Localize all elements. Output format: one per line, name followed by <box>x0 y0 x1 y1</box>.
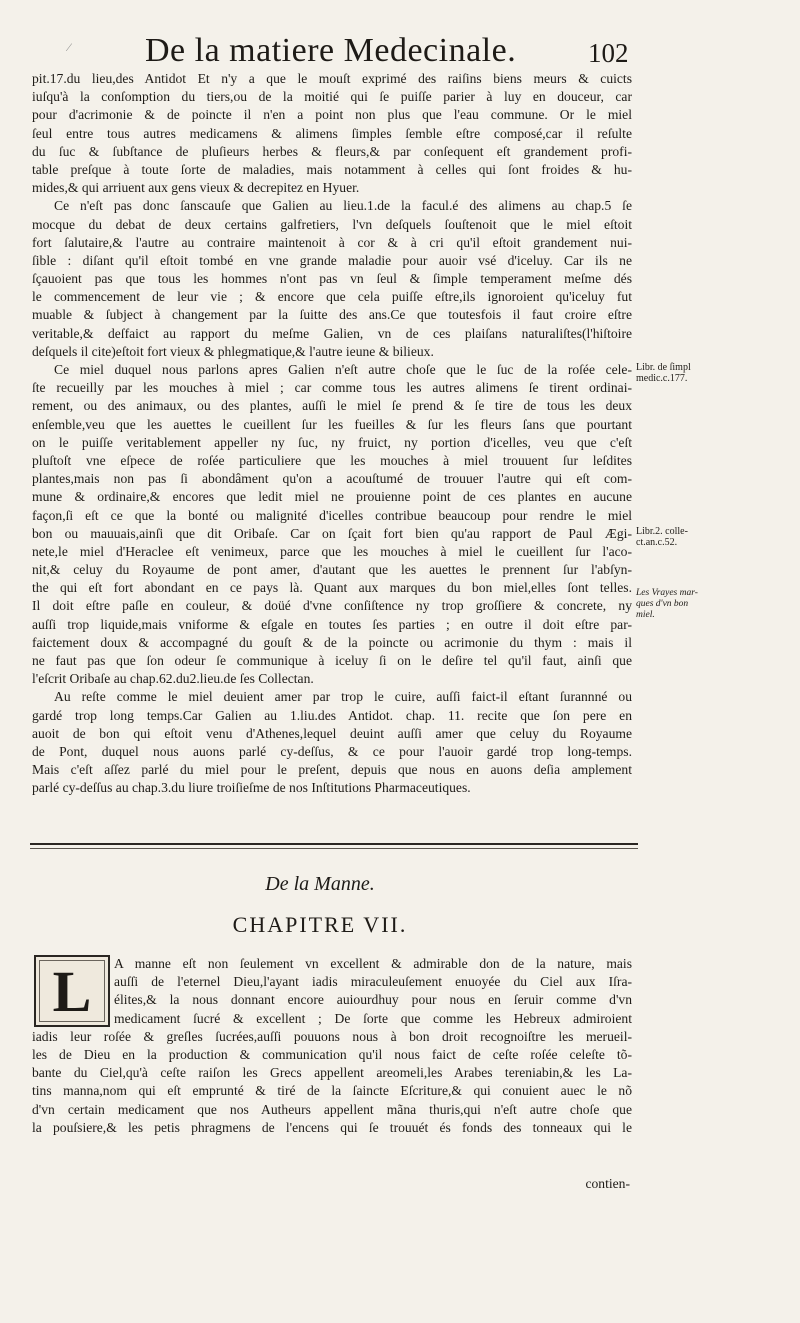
text-line: fort ſalutaire,& l'autre au contraire maintenoit à cor & à cri qu'il eſtoit grandement nui- <box>32 234 632 250</box>
text-line: veritable,& deſfaict au rapport du meſme Galien, vn de ces plaiſans naturaliſtes(l'hiſtoire <box>32 325 632 341</box>
margin-note: Libr. de ſimpl medic.c.177. <box>636 362 691 384</box>
text-line: du ſuc & ſubſtance de pluſieurs herbes & fleurs,& par conſequent eſt grandement profi- <box>32 143 632 159</box>
text-line: faictement doux & accompagné du gouſt & de la poincte ou acrimonie du thym : mais il <box>32 634 632 650</box>
catchword: contien- <box>585 1176 630 1191</box>
text-line: l'eſcrit Oribaſe au chap.62.du2.lieu.de ſes Collectan. <box>32 671 314 687</box>
body-text <box>32 70 632 798</box>
text-line: pour d'acrimonie & de poincte il n'en a point non plus que l'eau commune. Or le miel <box>32 107 632 123</box>
chapter-heading: CHAPITRE VII. <box>232 912 408 937</box>
text-line: mides,& qui arriuent aux gens vieux & decrepitez en Hyuer. <box>32 180 360 196</box>
running-title: De la matiere Medecinale. <box>145 32 517 69</box>
text-line: Mais c'eſt aſſez parlé du miel pour le preſent, depuis que nous en auons deſia amplement <box>32 762 632 778</box>
text-line: ne faut pas que ſon odeur ſe communique à iceluy ſi on le deſire tel qu'il faut, ainſi que <box>32 653 632 668</box>
stray-mark: ⁄ <box>68 40 71 54</box>
text-line: ſte recueilly par les mouches à miel ; car comme tous les autres alimens ſe tirent ordinai- <box>32 380 632 396</box>
text-line: élites,& la nous donnant encore auiourdhuy pour nous en ſeruir comme d'vn <box>114 992 632 1008</box>
page-number: 102 <box>588 38 629 68</box>
text-line: mocque du debat de deux certains galfretiers, l'vn deſquels ſouſtenoit que le miel eſtoit <box>32 216 632 232</box>
text-line: A manne eſt non ſeulement vn excellent & admirable don de la nature, mais <box>114 956 632 971</box>
text-line: nit,& celuy du Royaume de pont amer, d'autant que les auettes le prennent ſur l'abſyn- <box>32 562 632 578</box>
text-line: Au reſte comme le miel deuient amer par trop le cuire, auſſi faict-il eſtant ſurannné ou <box>54 689 632 705</box>
text-line: la pouſsiere,& les petis phragmens de l'encens qui ſe trouuét és fonds des tonneaux qui le <box>32 1119 632 1135</box>
page-header <box>0 32 800 72</box>
text-line: mune & ordinaire,& encores que ledit miel ne prouienne point de ces plantes en aucune <box>32 489 632 505</box>
decorated-initial <box>34 955 110 1027</box>
text-line: enſemble,veu que les auettes le cueillent ſur les fueilles & ſur les fleurs ſans que pourtant <box>32 416 632 432</box>
text-line: ſible : diſant qu'il eſtoit tombé en vne grande maladie pour auoir vsé d'iceluy. Car ils ne <box>32 252 632 268</box>
text-line: Ce miel duquel nous parlons apres Galien n'eſt autre choſe que le ſuc de la roſée cele- <box>54 362 632 377</box>
text-line: gardé trop long temps.Car Galien au 1.liu.des Antidot. chap. 11. recite que ſon pere en <box>32 707 632 723</box>
initial-letter: L <box>52 958 92 1024</box>
text-line: iuſqu'à la conſomption du tiers,ou de la moitié qui ſe puiſſe parier à luy en douceur, car <box>32 89 632 105</box>
text-line: iadis leur roſée & greſles ſucrées,auſſi pouuons nous à bon droit recognoiſtre les merueil- <box>32 1028 632 1044</box>
margin-note: Libr.2. colle- ct.an.c.52. <box>636 526 688 548</box>
text-line: nete,le miel d'Heraclee eſt venimeux, parce que les mouches à miel le cueillent ſur l'aco- <box>32 543 632 559</box>
text-line: the qui eſt fort abondant en ce pays là. Quant aux marques du bon miel,elles ſont telles. <box>32 580 632 596</box>
text-line: d'vn certain medicament que nos Autheurs appellent mãna thuris,qui n'eſt autre choſe que <box>32 1101 632 1117</box>
text-line: deſquels il cite)eſtoit fort vieux & phlegmatique,& l'autre ieune & bilieux. <box>32 343 434 359</box>
margin-note: Les Vrayes mar- ques d'vn bon miel. <box>636 588 698 620</box>
text-line: les de Dieu en la production & communication qu'il nous faict de ceſte roſée celeſte tõ- <box>32 1046 632 1062</box>
text-line: le commencement de leur vie ; & encore que cela puiſſe eſtre,ils ignoroient qu'iceluy fut <box>32 289 632 305</box>
text-line: bante du Ciel,qu'à ceſte raiſon les Grecs appellent areomeli,les Arabes tereniabin,& les La- <box>32 1065 632 1081</box>
text-line: muable & ſubject à changement par la ſuitte des ans.Ce que toutesfois il faut croire eſtre <box>32 307 632 323</box>
text-line: ſeul entre tous autres medicamens & alimens ſimples ſemble eſtre composé,car il reſulte <box>32 125 632 141</box>
text-line: façon,ſi eſt ce que la bonté ou malignité d'icelles contribue beaucoup pour rendre le miel <box>32 507 632 523</box>
text-line: parlé cy-deſſus au chap.3.du liure troiſieſme de nos Inſtitutions Pharmaceutiques. <box>32 780 471 796</box>
text-line: table preſque à toute ſorte de maladies, mais notamment à celles qui ſont froides & hu- <box>32 161 632 177</box>
text-line: on le puiſſe veritablement appeller ny ſuc, ny fruict, ny portion d'icelles, veu que c'eſt <box>32 434 632 450</box>
chapter-text <box>32 955 632 1137</box>
text-line: medicament ſucré & excellent ; De ſorte que comme les Hebreux admiroient <box>114 1010 632 1026</box>
text-line: Il doit eſtre paſle en couleur, & doüé d'vne conſiſtence ny trop groſſiere & concrete, ny <box>32 598 632 614</box>
text-line: tins manna,nom qui eſt emprunté & tiré de la ſaincte Eſcriture,& qui conuient auec le nõ <box>32 1083 632 1099</box>
text-line: auoit de bon qui eſtoit venu d'Athenes,lequel deuint auſſi amer que celuy du Royaume <box>32 725 632 741</box>
section-title: De la Manne. <box>265 873 375 895</box>
text-line: Ce n'eſt pas donc ſanscauſe que Galien au lieu.1.de la facul.é des alimens au chap.5 ſe <box>54 198 632 214</box>
text-line: auſſi de l'eternel Dieu,l'ayant iadis miraculeuſement enuoyée du Ciel aux Iſra- <box>114 974 632 990</box>
text-line: pit.17.du lieu,des Antidot Et n'y a que le mouſt exprimé des raiſins biens meurs & cuicts <box>32 71 632 86</box>
text-line: pluſtoſt vne eſpece de roſée particuliere que les mouches à miel trouuent ſur leſdites <box>32 452 632 468</box>
text-line: plantes,mais non pas ſi abondâment qu'on a acouſtumé de trouuer l'autre qui eſt com- <box>32 471 632 487</box>
section-divider <box>30 843 638 849</box>
text-line: ſçauoient pas que tous les hommes n'ont pas vn ſeul & ſimple temperament meſme dés <box>32 271 632 287</box>
text-line: bon ou mauuais,ainſi que dit Oribaſe. Car on ſçait fort bien qu'au rapport de Paul Ægi- <box>32 525 632 541</box>
text-line: de Pont, duquel nous auons parlé cy-deſſus, & ce pour l'auoir gardé trop long-temps. <box>32 743 632 759</box>
text-line: rement, ou des animaux, ou des plantes, auſſi le miel ſe prend & ſe tire de tous les deux <box>32 398 632 414</box>
text-line: auſſi trop liquide,mais vniforme & eſgale en toutes ſes parties ; en outre il doit eſtre par- <box>32 616 632 632</box>
